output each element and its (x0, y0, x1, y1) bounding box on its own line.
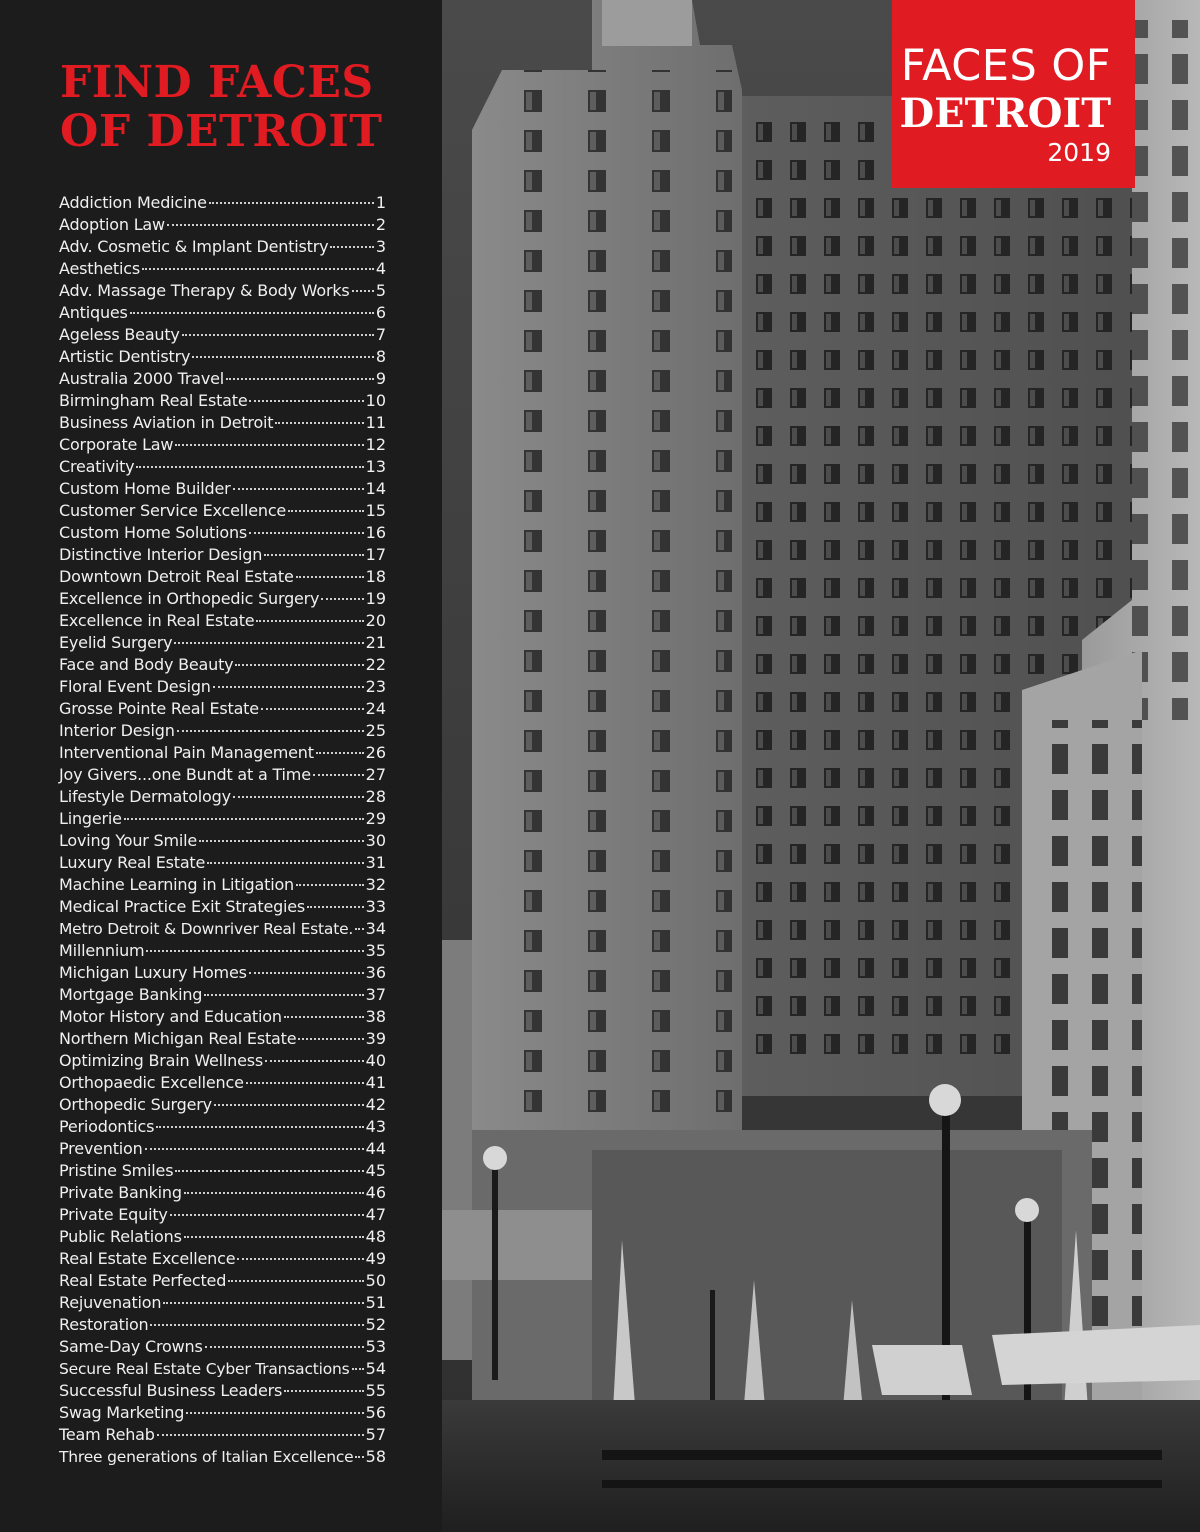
toc-entry (59, 390, 386, 412)
toc-entry-page: 14 (365, 479, 386, 498)
toc-entry-page: 18 (365, 567, 386, 586)
toc-entry-label: Australia 2000 Travel (59, 369, 225, 388)
toc-entry-label: Northern Michigan Real Estate (59, 1029, 297, 1048)
toc-dot-leader (316, 751, 364, 754)
toc-dot-leader (163, 1301, 363, 1304)
toc-entry-label: Adoption Law (59, 215, 165, 234)
toc-dot-leader (264, 553, 363, 556)
toc-dot-leader (184, 1235, 364, 1238)
toc-entry (59, 940, 386, 962)
toc-entry-page: 39 (365, 1029, 386, 1048)
toc-dot-leader (296, 575, 364, 578)
toc-entry-label: Restoration (59, 1315, 149, 1334)
badge-line-detroit: DETROIT (899, 90, 1111, 137)
toc-entry-label: Grosse Pointe Real Estate (59, 699, 259, 718)
toc-entry-label: Real Estate Excellence (59, 1249, 236, 1268)
toc-dot-leader (142, 267, 374, 270)
toc-entry (59, 456, 386, 478)
toc-entry (59, 522, 386, 544)
toc-entry-page: 25 (365, 721, 386, 740)
toc-entry-page: 7 (375, 325, 386, 344)
toc-dot-leader (204, 993, 363, 996)
toc-dot-leader (321, 597, 363, 600)
toc-entry (59, 1116, 386, 1138)
toc-dot-leader (265, 1059, 364, 1062)
page-title (60, 58, 383, 156)
toc-entry-label: Periodontics (59, 1117, 155, 1136)
toc-entry-page: 5 (375, 281, 386, 300)
toc-entry (59, 368, 386, 390)
toc-entry-label: Successful Business Leaders (59, 1381, 283, 1400)
toc-dot-leader (246, 1081, 364, 1084)
toc-entry-label: Optimizing Brain Wellness (59, 1051, 264, 1070)
toc-dot-leader (330, 245, 373, 248)
toc-entry-label: Motor History and Education (59, 1007, 282, 1026)
toc-entry (59, 566, 386, 588)
toc-entry (59, 1446, 386, 1468)
toc-entry-label: Custom Home Builder (59, 479, 231, 498)
toc-entry-label: Pristine Smiles (59, 1161, 174, 1180)
toc-entry-page: 6 (375, 303, 386, 322)
toc-entry (59, 236, 386, 258)
toc-entry (59, 764, 386, 786)
toc-entry-label: Secure Real Estate Cyber Transactions (59, 1360, 350, 1378)
toc-entry-label: Prevention (59, 1139, 143, 1158)
toc-dot-leader (352, 1367, 364, 1370)
toc-entry-label: Swag Marketing (59, 1403, 185, 1422)
toc-entry (59, 280, 386, 302)
toc-entry-page: 27 (365, 765, 386, 784)
toc-entry-page: 4 (375, 259, 386, 278)
toc-entry-page: 1 (375, 193, 386, 212)
toc-entry-page: 54 (365, 1359, 386, 1378)
toc-entry-label: Joy Givers...one Bundt at a Time (59, 765, 311, 784)
toc-entry (59, 1314, 386, 1336)
toc-entry-page: 56 (365, 1403, 386, 1422)
toc-entry-label: Adv. Massage Therapy & Body Works (59, 281, 350, 300)
toc-entry-page: 11 (365, 413, 386, 432)
toc-dot-leader (157, 1433, 364, 1436)
toc-entry-page: 35 (365, 941, 386, 960)
toc-entry (59, 962, 386, 984)
toc-entry (59, 1006, 386, 1028)
toc-dot-leader (284, 1015, 364, 1018)
toc-dot-leader (207, 861, 364, 864)
toc-entry (59, 1270, 386, 1292)
toc-dot-leader (130, 311, 374, 314)
toc-entry (59, 500, 386, 522)
toc-entry-page: 12 (365, 435, 386, 454)
toc-entry (59, 720, 386, 742)
toc-dot-leader (124, 817, 364, 820)
toc-entry (59, 676, 386, 698)
toc-entry (59, 544, 386, 566)
toc-entry (59, 742, 386, 764)
toc-entry-label: Three generations of Italian Excellence (59, 1448, 354, 1466)
toc-entry-page: 49 (365, 1249, 386, 1268)
toc-dot-leader (249, 531, 364, 534)
toc-entry-page: 29 (365, 809, 386, 828)
toc-entry-page: 23 (365, 677, 386, 696)
toc-entry-label: Business Aviation in Detroit (59, 413, 274, 432)
toc-dot-leader (235, 663, 363, 666)
toc-entry (59, 1182, 386, 1204)
toc-entry (59, 324, 386, 346)
toc-entry-page: 34 (365, 919, 386, 938)
toc-dot-leader (209, 201, 374, 204)
toc-entry (59, 852, 386, 874)
toc-entry (59, 346, 386, 368)
toc-entry-page: 44 (365, 1139, 386, 1158)
toc-dot-leader (249, 399, 363, 402)
toc-entry-label: Lingerie (59, 809, 122, 828)
toc-entry-label: Excellence in Real Estate (59, 611, 255, 630)
toc-entry (59, 258, 386, 280)
toc-entry-page: 17 (365, 545, 386, 564)
toc-entry (59, 1138, 386, 1160)
toc-dot-leader (296, 883, 364, 886)
toc-entry (59, 1160, 386, 1182)
toc-entry-label: Metro Detroit & Downriver Real Estate. (59, 920, 354, 938)
toc-entry (59, 698, 386, 720)
toc-entry (59, 1358, 386, 1380)
toc-entry-label: Birmingham Real Estate (59, 391, 248, 410)
toc-entry (59, 786, 386, 808)
toc-entry-page: 24 (365, 699, 386, 718)
toc-entry (59, 1028, 386, 1050)
toc-entry (59, 1072, 386, 1094)
toc-entry-page: 58 (365, 1447, 386, 1466)
toc-entry-label: Custom Home Solutions (59, 523, 248, 542)
toc-dot-leader (298, 1037, 363, 1040)
toc-entry-page: 3 (375, 237, 386, 256)
toc-entry-page: 40 (365, 1051, 386, 1070)
toc-dot-leader (184, 1191, 364, 1194)
toc-dot-leader (156, 1125, 363, 1128)
toc-dot-leader (233, 487, 364, 490)
toc-entry-page: 19 (365, 589, 386, 608)
toc-entry-label: Ageless Beauty (59, 325, 180, 344)
toc-entry-label: Eyelid Surgery (59, 633, 173, 652)
building-photo (442, 0, 1200, 1532)
toc-entry-page: 20 (365, 611, 386, 630)
toc-entry (59, 1336, 386, 1358)
toc-entry (59, 1380, 386, 1402)
toc-entry-label: Mortgage Banking (59, 985, 203, 1004)
toc-list (59, 192, 386, 1468)
toc-entry-label: Corporate Law (59, 435, 174, 454)
toc-entry (59, 1248, 386, 1270)
toc-entry-label: Interior Design (59, 721, 175, 740)
toc-entry-page: 10 (365, 391, 386, 410)
toc-entry (59, 610, 386, 632)
toc-entry (59, 588, 386, 610)
toc-entry (59, 214, 386, 236)
toc-entry-page: 8 (375, 347, 386, 366)
toc-entry-label: Addiction Medicine (59, 193, 207, 212)
toc-entry-page: 43 (365, 1117, 386, 1136)
toc-entry (59, 1094, 386, 1116)
toc-entry-label: Medical Practice Exit Strategies (59, 897, 306, 916)
toc-entry (59, 874, 386, 896)
toc-entry-label: Real Estate Perfected (59, 1271, 227, 1290)
toc-entry-label: Distinctive Interior Design (59, 545, 263, 564)
toc-entry (59, 632, 386, 654)
toc-entry (59, 918, 386, 940)
toc-entry-label: Public Relations (59, 1227, 182, 1246)
toc-entry-label: Interventional Pain Management (59, 743, 314, 762)
toc-entry-page: 2 (375, 215, 386, 234)
toc-entry-label: Antiques (59, 303, 128, 322)
toc-entry (59, 808, 386, 830)
toc-dot-leader (146, 949, 363, 952)
toc-entry-label: Excellence in Orthopedic Surgery (59, 589, 320, 608)
toc-entry-page: 41 (365, 1073, 386, 1092)
toc-dot-leader (175, 443, 363, 446)
toc-entry (59, 1050, 386, 1072)
toc-entry (59, 1292, 386, 1314)
toc-dot-leader (150, 1323, 363, 1326)
toc-dot-leader (355, 927, 363, 930)
toc-entry-page: 22 (365, 655, 386, 674)
toc-entry-page: 21 (365, 633, 386, 652)
toc-dot-leader (237, 1257, 363, 1260)
toc-dot-leader (288, 509, 364, 512)
table-of-contents-panel (0, 0, 442, 1532)
toc-entry-page: 26 (365, 743, 386, 762)
toc-entry-page: 15 (365, 501, 386, 520)
toc-dot-leader (186, 1411, 363, 1414)
toc-dot-leader (284, 1389, 363, 1392)
toc-dot-leader (175, 1169, 363, 1172)
toc-dot-leader (170, 1213, 364, 1216)
toc-dot-leader (214, 1103, 364, 1106)
toc-dot-leader (275, 421, 363, 424)
toc-entry-page: 45 (365, 1161, 386, 1180)
badge-year: 2019 (1047, 138, 1111, 167)
toc-entry-page: 37 (365, 985, 386, 1004)
toc-entry-label: Private Equity (59, 1205, 168, 1224)
toc-entry-page: 31 (365, 853, 386, 872)
toc-entry-label: Michigan Luxury Homes (59, 963, 247, 982)
toc-entry-label: Team Rehab (59, 1425, 155, 1444)
toc-entry-page: 33 (365, 897, 386, 916)
toc-dot-leader (213, 685, 364, 688)
toc-entry-page: 30 (365, 831, 386, 850)
toc-dot-leader (228, 1279, 363, 1282)
toc-entry (59, 1226, 386, 1248)
toc-entry-label: Lifestyle Dermatology (59, 787, 231, 806)
toc-entry-label: Same-Day Crowns (59, 1337, 203, 1356)
toc-entry-page: 38 (365, 1007, 386, 1026)
toc-entry-page: 36 (365, 963, 386, 982)
toc-dot-leader (249, 971, 364, 974)
toc-entry (59, 192, 386, 214)
toc-dot-leader (226, 377, 374, 380)
toc-entry-label: Orthopedic Surgery (59, 1095, 212, 1114)
toc-entry-label: Artistic Dentistry (59, 347, 191, 366)
toc-entry (59, 478, 386, 500)
toc-entry (59, 984, 386, 1006)
toc-entry-page: 50 (365, 1271, 386, 1290)
toc-entry-page: 46 (365, 1183, 386, 1202)
toc-entry-page: 57 (365, 1425, 386, 1444)
toc-dot-leader (145, 1147, 364, 1150)
toc-entry-page: 9 (375, 369, 386, 388)
toc-dot-leader (177, 729, 364, 732)
toc-entry (59, 434, 386, 456)
toc-entry-page: 55 (365, 1381, 386, 1400)
toc-entry (59, 654, 386, 676)
toc-entry (59, 1402, 386, 1424)
toc-dot-leader (313, 773, 364, 776)
toc-dot-leader (136, 465, 363, 468)
cover-badge (892, 0, 1135, 188)
toc-entry-label: Rejuvenation (59, 1293, 162, 1312)
toc-entry-label: Downtown Detroit Real Estate (59, 567, 294, 586)
toc-dot-leader (192, 355, 374, 358)
toc-entry-page: 53 (365, 1337, 386, 1356)
badge-line-faces-of: FACES OF (900, 41, 1111, 91)
toc-entry (59, 302, 386, 324)
toc-dot-leader (233, 795, 364, 798)
page-title-line-1: FIND FACES (60, 57, 374, 108)
toc-entry-label: Creativity (59, 457, 135, 476)
toc-dot-leader (205, 1345, 364, 1348)
toc-entry-page: 16 (365, 523, 386, 542)
toc-dot-leader (355, 1455, 363, 1458)
toc-entry-page: 47 (365, 1205, 386, 1224)
toc-dot-leader (352, 289, 374, 292)
toc-entry-label: Machine Learning in Litigation (59, 875, 294, 894)
toc-entry-label: Aesthetics (59, 259, 140, 278)
toc-entry-page: 48 (365, 1227, 386, 1246)
toc-dot-leader (199, 839, 364, 842)
toc-dot-leader (174, 641, 363, 644)
toc-entry-page: 32 (365, 875, 386, 894)
toc-dot-leader (182, 333, 374, 336)
page-title-line-2: OF DETROIT (60, 106, 383, 157)
toc-entry-label: Customer Service Excellence (59, 501, 287, 520)
toc-entry-label: Luxury Real Estate (59, 853, 206, 872)
toc-entry-page: 52 (365, 1315, 386, 1334)
toc-entry-page: 13 (365, 457, 386, 476)
toc-dot-leader (167, 223, 374, 226)
toc-entry-label: Loving Your Smile (59, 831, 198, 850)
toc-entry (59, 1424, 386, 1446)
toc-entry (59, 896, 386, 918)
toc-entry (59, 830, 386, 852)
toc-entry-label: Orthopaedic Excellence (59, 1073, 244, 1092)
toc-entry-label: Private Banking (59, 1183, 182, 1202)
toc-dot-leader (256, 619, 363, 622)
toc-dot-leader (261, 707, 364, 710)
toc-entry-label: Adv. Cosmetic & Implant Dentistry (59, 237, 329, 256)
toc-entry-page: 42 (365, 1095, 386, 1114)
toc-entry-label: Face and Body Beauty (59, 655, 234, 674)
toc-entry-label: Floral Event Design (59, 677, 211, 696)
toc-entry (59, 1204, 386, 1226)
toc-entry (59, 412, 386, 434)
toc-entry-page: 28 (365, 787, 386, 806)
toc-entry-page: 51 (365, 1293, 386, 1312)
toc-entry-label: Millennium (59, 941, 145, 960)
toc-dot-leader (307, 905, 364, 908)
